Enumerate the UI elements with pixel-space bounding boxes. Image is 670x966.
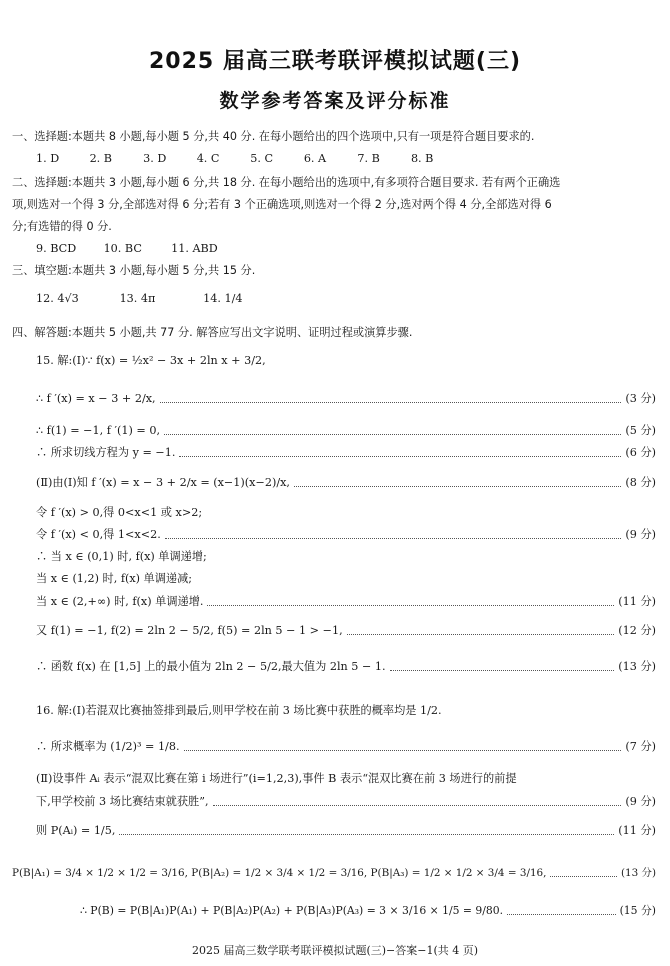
- answer-item: 2. B: [89, 152, 113, 165]
- solution-text: P(B|A₁) = 3/4 × 1/2 × 1/2 = 3/16, P(B|A₂) = 1/2 × 3/4 × 1/2 = 3/16, P(B|A₃) = 1/2 × 1/2 × 3/4 = 3/16,: [12, 867, 547, 879]
- dot-leader: [213, 804, 622, 806]
- dot-leader: [507, 913, 616, 915]
- score-label: (13 分): [618, 660, 656, 673]
- solution-text: ∴ f(1) = −1, f ′(1) = 0,: [36, 424, 160, 437]
- answer-item: 4. C: [196, 152, 220, 165]
- section-1-answers: [36, 152, 656, 166]
- score-label: (6 分): [625, 446, 656, 459]
- q16-line: [36, 740, 656, 754]
- q15-line: 令 f ′(x) > 0,得 0<x<1 或 x>2;: [36, 506, 203, 519]
- q15-line: 当 x ∈ (1,2) 时, f(x) 单调递减;: [36, 572, 193, 585]
- q15-line: [36, 424, 656, 438]
- q15-line: [36, 446, 656, 460]
- solution-text: ∴ 所求切线方程为 y = −1.: [36, 446, 176, 459]
- section-2-heading-line1: 二、选择题:本题共 3 小题,每小题 6 分,共 18 分. 在每小题给出的选项中,有多项符合题目要求. 若有两个正确选: [12, 176, 561, 189]
- q15-line: [36, 624, 656, 638]
- score-label: (8 分): [625, 476, 656, 489]
- q15-line: 15. 解:(Ⅰ)∵ f(x) = ½x² − 3x + 2ln x + 3/2,: [36, 354, 266, 367]
- solution-text: (Ⅱ)由(Ⅰ)知 f ′(x) = x − 3 + 2/x = (x−1)(x−2)/x,: [36, 476, 290, 489]
- solution-text: ∴ f ′(x) = x − 3 + 2/x,: [36, 392, 156, 405]
- dot-leader: [550, 875, 616, 877]
- dot-leader: [347, 633, 615, 635]
- document-title: 2025 届高三联考联评模拟试题(三): [149, 49, 521, 74]
- section-3-heading: 三、填空题:本题共 3 小题,每小题 5 分,共 15 分.: [12, 264, 256, 277]
- q16-line: [36, 795, 656, 809]
- section-2-heading-line2: 项,则选对一个得 3 分,全部选对得 6 分;若有 3 个正确选项,则选对一个得 2 分,选对两个得 4 分,全部选对得 6: [12, 198, 552, 211]
- answer-item: 14. 1/4: [203, 292, 243, 305]
- solution-text: 则 P(Aᵢ) = 1/5,: [36, 824, 116, 837]
- score-label: (11 分): [618, 595, 656, 608]
- score-label: (12 分): [618, 624, 656, 637]
- score-label: (5 分): [625, 424, 656, 437]
- section-3-answers: [36, 292, 656, 306]
- q16-line: [36, 824, 656, 838]
- dot-leader: [390, 669, 615, 671]
- solution-text: 当 x ∈ (2,+∞) 时, f(x) 单调递增.: [36, 595, 204, 608]
- score-label: (9 分): [625, 528, 656, 541]
- q16-line: [12, 866, 656, 880]
- dot-leader: [179, 455, 621, 457]
- q15-line: [36, 595, 656, 609]
- section-1-heading: 一、选择题:本题共 8 小题,每小题 5 分,共 40 分. 在每小题给出的四个选项中,只有一项是符合题目要求的.: [12, 130, 535, 143]
- document-subtitle: 数学参考答案及评分标准: [219, 90, 451, 112]
- score-label: (13 分): [620, 867, 656, 879]
- q16-line: 16. 解:(Ⅰ)若混双比赛抽签排到最后,则甲学校在前 3 场比赛中获胜的概率均是 1/2.: [36, 704, 442, 717]
- answer-item: 12. 4√3: [36, 292, 79, 305]
- solution-text: ∴ 所求概率为 (1/2)³ = 1/8.: [36, 740, 180, 753]
- q15-line: [36, 660, 656, 674]
- answer-item: 6. A: [303, 152, 327, 165]
- answer-item: 11. ABD: [171, 242, 218, 255]
- solution-text: 又 f(1) = −1, f(2) = 2ln 2 − 5/2, f(5) = 2ln 5 − 1 > −1,: [36, 624, 343, 637]
- answer-item: 1. D: [36, 152, 60, 165]
- q15-line: [36, 476, 656, 490]
- answer-item: 5. C: [250, 152, 274, 165]
- solution-text: ∴ 函数 f(x) 在 [1,5] 上的最小值为 2ln 2 − 5/2,最大值为 2ln 5 − 1.: [36, 660, 386, 673]
- dot-leader: [207, 604, 614, 606]
- dot-leader: [165, 537, 622, 539]
- answer-item: 10. BC: [103, 242, 142, 255]
- answer-item: 9. BCD: [36, 242, 77, 255]
- section-4-heading: 四、解答题:本题共 5 小题,共 77 分. 解答应写出文字说明、证明过程或演算步骤.: [12, 326, 413, 339]
- dot-leader: [119, 833, 614, 835]
- solution-text: 下,甲学校前 3 场比赛结束就获胜”,: [36, 795, 209, 808]
- q15-line: [36, 392, 656, 406]
- solution-text: ∴ P(B) = P(B|A₁)P(A₁) + P(B|A₂)P(A₂) + P(B|A₃)P(A₃) = 3 × 3/16 × 1/5 = 9/80.: [80, 904, 504, 917]
- score-label: (11 分): [618, 824, 656, 837]
- section-2-heading-line3: 分;有选错的得 0 分.: [12, 220, 112, 233]
- q15-line: ∴ 当 x ∈ (0,1) 时, f(x) 单调递增;: [36, 550, 207, 563]
- q16-line: [80, 904, 656, 918]
- dot-leader: [164, 433, 621, 435]
- dot-leader: [294, 485, 621, 487]
- page-footer: 2025 届高三数学联考联评模拟试题(三)−答案−1(共 4 页): [191, 944, 479, 957]
- answer-item: 13. 4π: [119, 292, 156, 305]
- dot-leader: [184, 749, 622, 751]
- score-label: (15 分): [619, 904, 656, 917]
- solution-text: 令 f ′(x) < 0,得 1<x<2.: [36, 528, 161, 541]
- section-2-answers: [36, 242, 656, 256]
- dot-leader: [160, 401, 622, 403]
- score-label: (3 分): [625, 392, 656, 405]
- score-label: (9 分): [625, 795, 656, 808]
- answer-item: 3. D: [143, 152, 167, 165]
- score-label: (7 分): [625, 740, 656, 753]
- q16-line: (Ⅱ)设事件 Aᵢ 表示“混双比赛在第 i 场进行”(i=1,2,3),事件 B 表示“混双比赛在前 3 场进行的前提: [36, 772, 517, 785]
- answer-item: 7. B: [357, 152, 380, 165]
- answer-item: 8. B: [410, 152, 434, 165]
- q15-line: [36, 528, 656, 542]
